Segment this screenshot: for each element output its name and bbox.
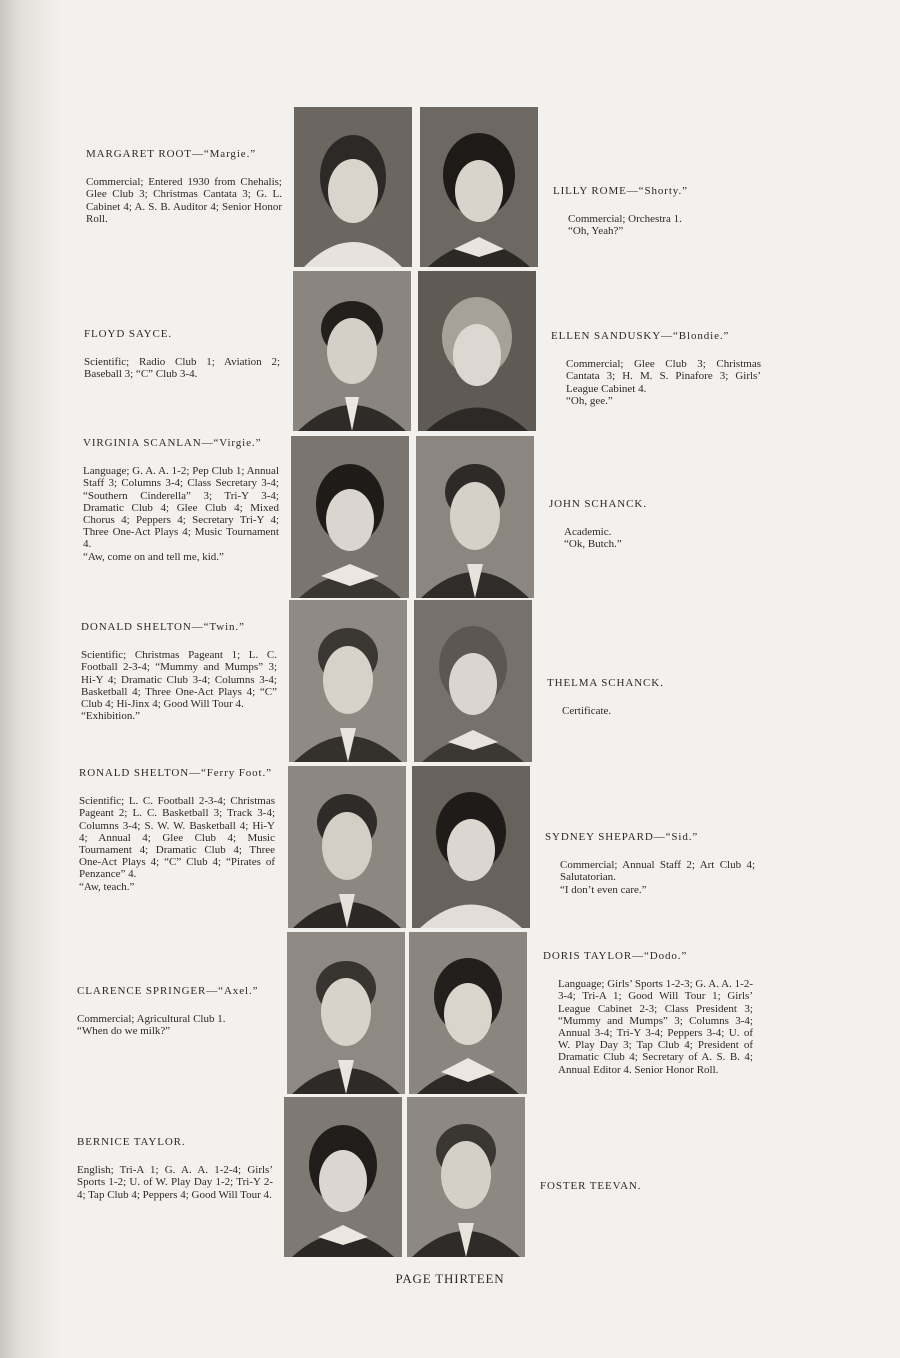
entry-ronald-shelton [79, 767, 275, 893]
portrait-photo-foster-teevan [407, 1097, 525, 1257]
student-quote: “Aw, teach.” [79, 880, 135, 893]
portrait-photo-margaret-root [294, 107, 412, 267]
portrait-photo-doris-taylor [409, 932, 527, 1094]
entry-sydney-shepard [545, 831, 755, 896]
student-activities: Commercial; Orchestra 1. [568, 213, 682, 226]
student-activities: Commercial; Glee Club 3; Christmas Cantata 3; H. M. S. Pinafore 3; Girls’ League Cabinet 4. [566, 358, 761, 395]
portrait-photo-thelma-schanck [414, 600, 532, 762]
entry-lilly-rome [553, 185, 763, 238]
student-name: BERNICE TAYLOR. [77, 1136, 186, 1148]
student-name: MARGARET ROOT—“Margie.” [86, 148, 257, 160]
portrait-photo-virginia-scanlan [291, 436, 409, 598]
page-number: PAGE THIRTEEN [395, 1271, 505, 1286]
student-activities: Scientific; Christmas Pageant 1; L. C. Football 2-3-4; “Mummy and Mumps” 3; Hi-Y 4; Dramatic Club 3-4; Columns 3-4; Basketball 4; Three One-Act Plays 4; “C” Club 4; Hi-Jinx 4; Good Will Tour 4. [81, 649, 277, 711]
entry-doris-taylor [543, 950, 753, 1076]
student-name: FLOYD SAYCE. [84, 328, 173, 340]
portrait-photo-john-schanck [416, 436, 534, 598]
entry-donald-shelton [81, 621, 277, 722]
student-name: VIRGINIA SCANLAN—“Virgie.” [83, 437, 262, 449]
portrait-photo-clarence-springer [287, 932, 405, 1094]
student-activities: Scientific; L. C. Football 2-3-4; Christmas Pageant 2; L. C. Basketball 3; Track 3-4; Columns 3-4; S. W. W. Basketball 4; Hi-Y 4; Annual 4; Glee Club 4; Music Tournament 4; Dramatic Club 4; Three One-Act Plays 4; “C” Club 4; “Pirates of Penzance” 4. [79, 795, 275, 881]
student-name: LILLY ROME—“Shorty.” [553, 185, 688, 197]
student-activities: Commercial; Agricultural Club 1. [77, 1013, 226, 1026]
student-name: DORIS TAYLOR—“Dodo.” [543, 950, 688, 962]
student-name: THELMA SCHANCK. [547, 677, 664, 689]
student-quote: “Oh, Yeah?” [568, 225, 624, 238]
entry-john-schanck [549, 498, 759, 551]
student-name: ELLEN SANDUSKY—“Blondie.” [551, 330, 730, 342]
entry-foster-teevan [540, 1180, 750, 1208]
entry-margaret-root [86, 148, 282, 225]
student-name: RONALD SHELTON—“Ferry Foot.” [79, 767, 272, 779]
student-activities: Commercial; Entered 1930 from Chehalis; Glee Club 3; Christmas Cantata 3; G. L. Cabinet 4; A. S. B. Auditor 4; Senior Honor Roll. [86, 176, 282, 225]
portrait-photo-ronald-shelton [288, 766, 406, 928]
portrait-photo-ellen-sandusky [418, 271, 536, 431]
student-activities: Scientific; Radio Club 1; Aviation 2; Baseball 3; “C” Club 3-4. [84, 356, 280, 381]
student-activities: English; Tri-A 1; G. A. A. 1-2-4; Girls’ Sports 1-2; U. of W. Play Day 1-2; Tri-Y 2-4; Tap Club 4; Peppers 4; Good Will Tour 4. [77, 1164, 273, 1201]
portrait-photo-floyd-sayce [293, 271, 411, 431]
student-name: DONALD SHELTON—“Twin.” [81, 621, 245, 633]
student-quote: “Exhibition.” [81, 710, 140, 723]
student-name: CLARENCE SPRINGER—“Axel.” [77, 985, 259, 997]
student-name: JOHN SCHANCK. [549, 498, 647, 510]
student-name: SYDNEY SHEPARD—“Sid.” [545, 831, 699, 843]
entry-clarence-springer [77, 985, 273, 1038]
portrait-photo-sydney-shepard [412, 766, 530, 928]
page-binding-edge [0, 0, 60, 1358]
portrait-photo-lilly-rome [420, 107, 538, 267]
student-quote: “Oh, gee.” [566, 394, 613, 407]
student-quote: “Aw, come on and tell me, kid.” [83, 550, 224, 563]
portrait-photo-donald-shelton [289, 600, 407, 762]
student-activities: Language; G. A. A. 1-2; Pep Club 1; Annual Staff 3; Columns 3-4; Class Secretary 3-4; “Southern Cinderella” 3; Tri-Y 3-4; Dramatic Club 4; Glee Club 4; Mixed Chorus 4; Peppers 4; Secretary Tri-Y 4; Three One-Act Plays 4; Music Tournament 4. [83, 465, 279, 551]
student-activities: Certificate. [562, 705, 612, 718]
student-activities: Academic. [564, 526, 612, 539]
student-activities: Language; Girls’ Sports 1-2-3; G. A. A. 1-2-3-4; Tri-A 1; Good Will Tour 1; Girls’ League Cabinet 2-3; Class President 3; “Mummy and Mumps” 3; Columns 3-4; Annual 3-4; Tri-Y 3-4; Peppers 3-4; U. of W. Play Day 3; Tap Club 4; President of Dramatic Club 4; Secretary of A. S. B. 4; Annual Editor 4. Senior Honor Roll. [558, 978, 753, 1076]
entry-virginia-scanlan [83, 437, 279, 563]
student-quote: “I don’t even care.” [560, 883, 647, 896]
portrait-photo-bernice-taylor [284, 1097, 402, 1257]
entry-bernice-taylor [77, 1136, 273, 1201]
student-quote: “When do we milk?” [77, 1025, 171, 1038]
student-quote: “Ok, Butch.” [564, 538, 622, 551]
entry-ellen-sandusky [551, 330, 761, 407]
entry-thelma-schanck [547, 677, 757, 717]
student-activities: Commercial; Annual Staff 2; Art Club 4; Salutatorian. [560, 859, 755, 884]
student-name: FOSTER TEEVAN. [540, 1180, 642, 1192]
entry-floyd-sayce [84, 328, 280, 381]
